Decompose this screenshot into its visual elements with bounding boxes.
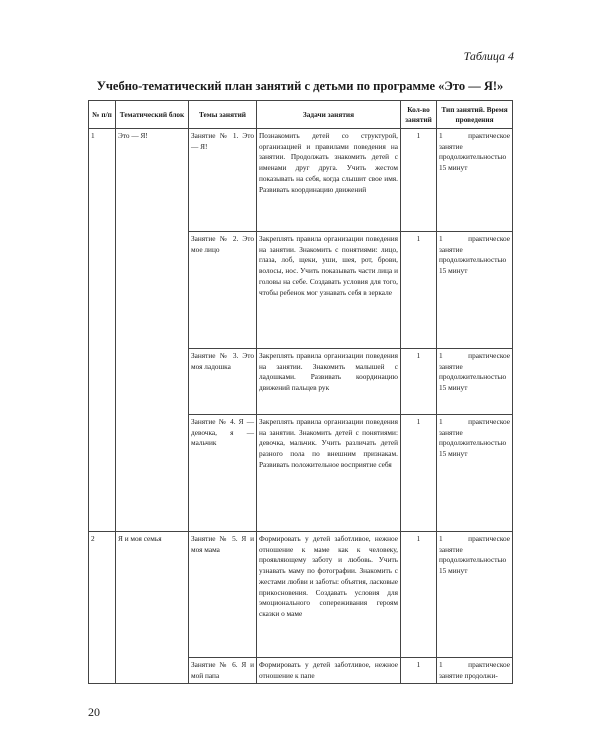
lesson-tasks: Формировать у детей заботливое, нежное отношение к папе: [257, 658, 401, 684]
block-number: 1: [89, 129, 116, 532]
lesson-tasks: Закреплять правила организации поведения на занятии. Знакомить детей с понятиями: девочка, мальчик. Учить различать детей разного пола по внешним признакам. Развивать положительное восприятие себя: [257, 415, 401, 532]
lesson-count: 1: [401, 658, 437, 684]
lesson-topic: Занятие № 4. Я — девочка, я — мальчик: [189, 415, 257, 532]
lesson-topic: Занятие № 2. Это мое лицо: [189, 232, 257, 349]
lesson-count: 1: [401, 129, 437, 232]
lesson-type: 1 практическое занятие продолжительностью 15 минут: [437, 349, 513, 415]
lesson-tasks: Познакомить детей со структурой, организацией и правилами поведения на занятии. Продолжать знакомить детей с именами друг друга. Учить жестом показывать на себя, когда слышит свое имя. Развивать координацию движений: [257, 129, 401, 232]
lesson-type: 1 практическое занятие продолжительностью 15 минут: [437, 415, 513, 532]
document-title: Учебно-тематический план занятий с детьми по программе «Это — Я!»: [96, 79, 504, 93]
table-label: Таблица 4: [463, 49, 514, 63]
lesson-type: 1 практическое занятие продолжительностью 15 минут: [437, 532, 513, 658]
header-topics: Темы занятий: [189, 101, 257, 129]
table-row: [89, 532, 513, 658]
header-count: Кол-во занятий: [401, 101, 437, 129]
page-number: 20: [88, 705, 100, 719]
table-header-row: [89, 101, 513, 129]
block-number: 2: [89, 532, 116, 684]
lesson-tasks: Закреплять правила организации поведения на занятии. Знакомить с понятиями: лицо, глаза, лоб, щеки, уши, шея, рот, брови, волосы, нос. Учить показывать части лица и головы на себе. Создавать условия для того, чтобы ребенок мог узнавать себя в зеркале: [257, 232, 401, 349]
curriculum-table: [88, 100, 513, 684]
lesson-topic: Занятие № 3. Это моя ладошка: [189, 349, 257, 415]
table-row: [89, 129, 513, 232]
lesson-count: 1: [401, 232, 437, 349]
lesson-topic: Занятие № 6. Я и мой папа: [189, 658, 257, 684]
block-name: Это — Я!: [116, 129, 189, 532]
lesson-count: 1: [401, 349, 437, 415]
lesson-topic: Занятие № 5. Я и моя мама: [189, 532, 257, 658]
lesson-type: 1 практическое занятие продолжительностью 15 минут: [437, 129, 513, 232]
lesson-tasks: Закреплять правила организации поведения на занятии. Знакомить малышей с ладошками. Развивать координацию движений пальцев рук: [257, 349, 401, 415]
lesson-topic: Занятие № 1. Это — Я!: [189, 129, 257, 232]
header-tasks: Задачи занятия: [257, 101, 401, 129]
header-block: Тематический блок: [116, 101, 189, 129]
lesson-count: 1: [401, 532, 437, 658]
lesson-type: 1 практическое занятие продолжи-: [437, 658, 513, 684]
block-name: Я и моя семья: [116, 532, 189, 684]
header-number: № п/п: [89, 101, 116, 129]
header-type: Тип занятий. Время проведения: [437, 101, 513, 129]
lesson-count: 1: [401, 415, 437, 532]
lesson-tasks: Формировать у детей заботливое, нежное отношение к маме как к человеку, проявляющему заботу и любовь. Учить узнавать маму по фотографии. Знакомить с жестами любви и заботы: объятия, ласковые прикосновения. Создавать условия для эмоционального сопереживания героям сказки о маме: [257, 532, 401, 658]
lesson-type: 1 практическое занятие продолжительностью 15 минут: [437, 232, 513, 349]
